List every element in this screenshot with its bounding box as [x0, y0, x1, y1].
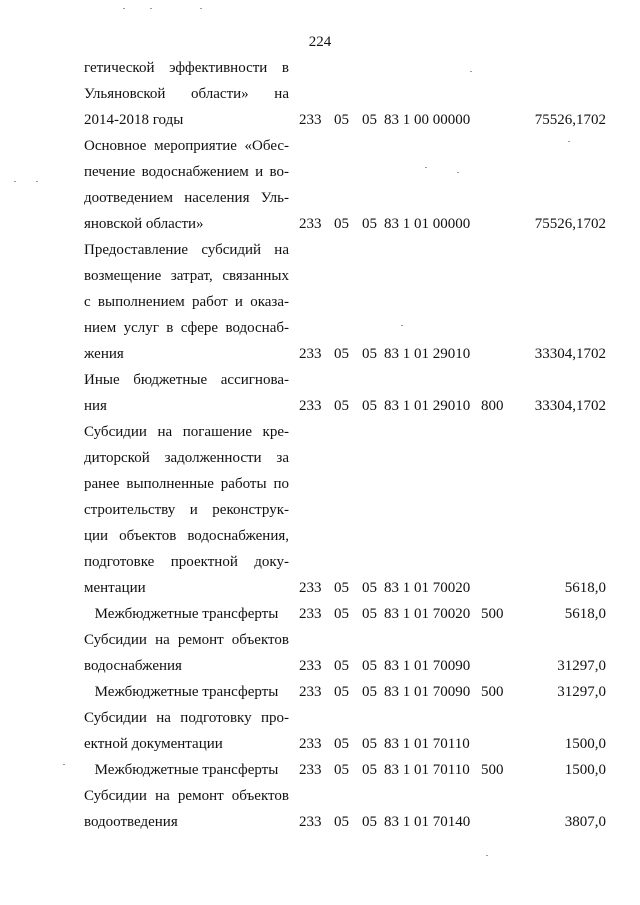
amount-value: 3807,0 [564, 814, 606, 830]
target-article-code: 83 1 01 00000 [384, 216, 471, 232]
section-code: 05 [334, 684, 349, 700]
table-row [0, 705, 640, 731]
table-row [0, 549, 640, 575]
ministry-code: 233 [299, 814, 322, 830]
row-description-line: ции объектов водоснабжения, [84, 528, 289, 544]
table-row [0, 211, 640, 237]
amount-value: 5618,0 [564, 606, 606, 622]
table-row [0, 601, 640, 627]
subsection-code: 05 [362, 112, 377, 128]
row-description-line: 2014-2018 годы [84, 112, 184, 128]
ministry-code: 233 [299, 346, 322, 362]
row-description-line: гетической эффективности в [84, 60, 289, 76]
section-code: 05 [334, 346, 349, 362]
target-article-code: 83 1 01 29010 [384, 346, 471, 362]
subsection-code: 05 [362, 814, 377, 830]
scan-speck [200, 8, 202, 9]
row-description-line: Межбюджетные трансферты [94, 684, 279, 700]
section-code: 05 [334, 606, 349, 622]
table-row [0, 783, 640, 809]
target-article-code: 83 1 01 70020 [384, 580, 471, 596]
expense-type-code: 500 [481, 606, 504, 622]
amount-value: 5618,0 [564, 580, 606, 596]
target-article-code: 83 1 01 70110 [384, 736, 470, 752]
row-description-line: Межбюджетные трансферты [94, 762, 279, 778]
row-description-line: Основное мероприятие «Обес- [84, 138, 289, 154]
subsection-code: 05 [362, 216, 377, 232]
table-row [0, 497, 640, 523]
ministry-code: 233 [299, 762, 322, 778]
table-row [0, 393, 640, 419]
table-row [0, 237, 640, 263]
scan-speck [63, 764, 65, 765]
table-row [0, 731, 640, 757]
ministry-code: 233 [299, 658, 322, 674]
amount-value: 1500,0 [564, 762, 606, 778]
row-description-line: с выполнением работ и оказа- [84, 294, 289, 310]
row-description-line: Межбюджетные трансферты [94, 606, 279, 622]
table-row [0, 341, 640, 367]
ministry-code: 233 [299, 112, 322, 128]
amount-value: 75526,1702 [534, 112, 606, 128]
amount-value: 1500,0 [564, 736, 606, 752]
section-code: 05 [334, 736, 349, 752]
table-row [0, 653, 640, 679]
table-row [0, 419, 640, 445]
target-article-code: 83 1 01 70090 [384, 658, 471, 674]
section-code: 05 [334, 398, 349, 414]
scan-speck [568, 141, 570, 142]
row-description-line: ния [84, 398, 107, 414]
row-description-line: подготовке проектной доку- [84, 554, 289, 570]
amount-value: 33304,1702 [534, 346, 606, 362]
table-row [0, 471, 640, 497]
section-code: 05 [334, 112, 349, 128]
subsection-code: 05 [362, 762, 377, 778]
row-description-line: Субсидии на ремонт объектов [84, 632, 289, 648]
subsection-code: 05 [362, 346, 377, 362]
scan-speck [470, 71, 472, 72]
scan-speck [123, 8, 125, 9]
table-row [0, 523, 640, 549]
expense-type-code: 500 [481, 762, 504, 778]
table-row [0, 809, 640, 835]
row-description-line: строительству и реконструк- [84, 502, 289, 518]
subsection-code: 05 [362, 580, 377, 596]
table-row [0, 679, 640, 705]
table-row [0, 133, 640, 159]
row-description-line: доотведением населения Уль- [84, 190, 289, 206]
section-code: 05 [334, 658, 349, 674]
row-description-line: диторской задолженности за [84, 450, 289, 466]
scan-speck [401, 325, 403, 326]
row-description-line: Иные бюджетные ассигнова- [84, 372, 289, 388]
amount-value: 33304,1702 [534, 398, 606, 414]
row-description-line: печение водоснабжением и во- [84, 164, 289, 180]
table-row [0, 81, 640, 107]
scan-speck [150, 8, 152, 9]
target-article-code: 83 1 01 70020 [384, 606, 471, 622]
scan-speck [486, 855, 488, 856]
target-article-code: 83 1 01 70110 [384, 762, 470, 778]
table-row [0, 757, 640, 783]
table-row [0, 55, 640, 81]
row-description-line: возмещение затрат, связанных [84, 268, 289, 284]
row-description-line: ранее выполненные работы по [84, 476, 289, 492]
target-article-code: 83 1 00 00000 [384, 112, 471, 128]
expense-type-code: 800 [481, 398, 504, 414]
scan-speck [36, 181, 38, 182]
table-row [0, 185, 640, 211]
row-description-line: нием услуг в сфере водоснаб- [84, 320, 289, 336]
section-code: 05 [334, 814, 349, 830]
table-row [0, 315, 640, 341]
row-description-line: ментации [84, 580, 146, 596]
ministry-code: 233 [299, 580, 322, 596]
subsection-code: 05 [362, 684, 377, 700]
row-description-line: Предоставление субсидий на [84, 242, 289, 258]
table-row [0, 289, 640, 315]
subsection-code: 05 [362, 398, 377, 414]
amount-value: 31297,0 [557, 658, 606, 674]
table-row [0, 575, 640, 601]
target-article-code: 83 1 01 29010 [384, 398, 471, 414]
table-row [0, 159, 640, 185]
row-description-line: водоснабжения [84, 658, 182, 674]
table-row [0, 107, 640, 133]
section-code: 05 [334, 580, 349, 596]
scan-speck [14, 181, 16, 182]
section-code: 05 [334, 762, 349, 778]
subsection-code: 05 [362, 736, 377, 752]
ministry-code: 233 [299, 606, 322, 622]
subsection-code: 05 [362, 606, 377, 622]
amount-value: 31297,0 [557, 684, 606, 700]
scan-speck [457, 172, 459, 173]
ministry-code: 233 [299, 216, 322, 232]
row-description-line: водоотведения [84, 814, 178, 830]
ministry-code: 233 [299, 398, 322, 414]
table-row [0, 263, 640, 289]
row-description-line: Субсидии на ремонт объектов [84, 788, 289, 804]
amount-value: 75526,1702 [534, 216, 606, 232]
row-description-line: яновской области» [84, 216, 204, 232]
scan-speck [425, 167, 427, 168]
row-description-line: Субсидии на подготовку про- [84, 710, 289, 726]
target-article-code: 83 1 01 70090 [384, 684, 471, 700]
table-row [0, 627, 640, 653]
table-row [0, 445, 640, 471]
ministry-code: 233 [299, 684, 322, 700]
section-code: 05 [334, 216, 349, 232]
row-description-line: ектной документации [84, 736, 223, 752]
subsection-code: 05 [362, 658, 377, 674]
target-article-code: 83 1 01 70140 [384, 814, 471, 830]
expense-type-code: 500 [481, 684, 504, 700]
row-description-line: Субсидии на погашение кре- [84, 424, 289, 440]
row-description-line: жения [84, 346, 124, 362]
table-row [0, 367, 640, 393]
page-number: 224 [308, 34, 332, 50]
ministry-code: 233 [299, 736, 322, 752]
row-description-line: Ульяновской области» на [84, 86, 289, 102]
